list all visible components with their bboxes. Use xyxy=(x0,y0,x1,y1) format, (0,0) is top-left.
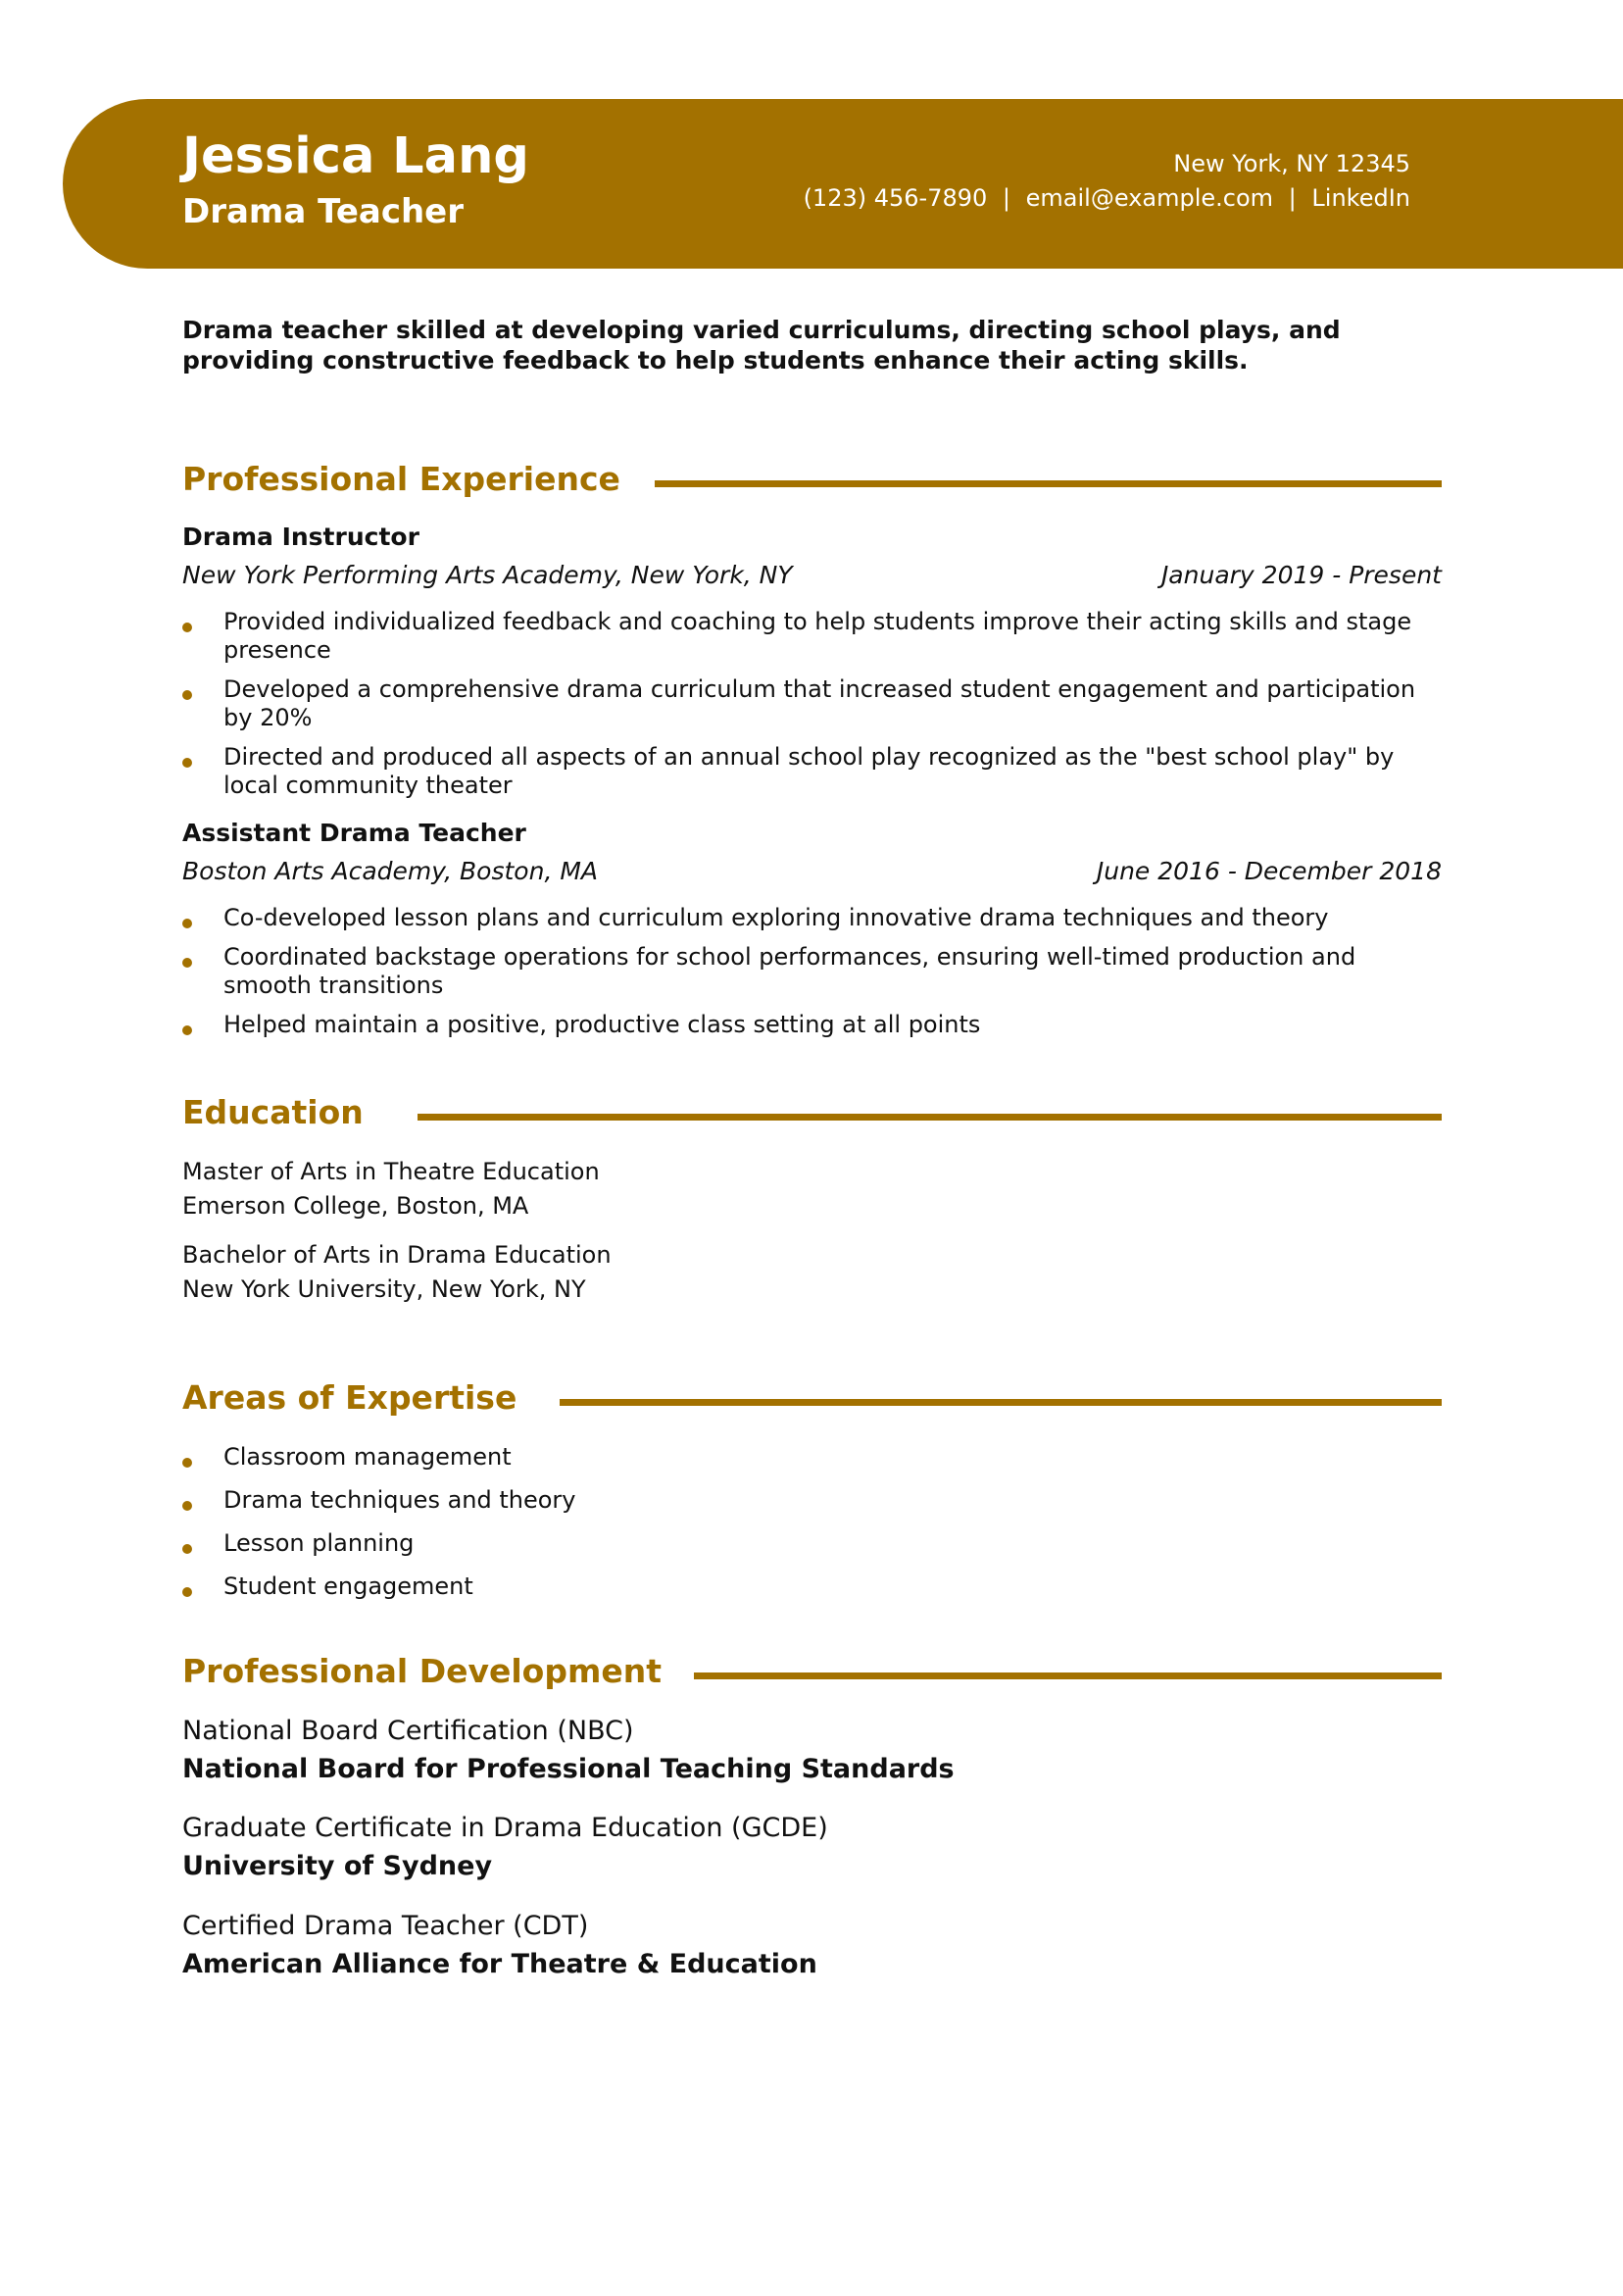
section-experience-heading xyxy=(182,458,1442,501)
list-item xyxy=(182,904,1422,932)
summary: Drama teacher skilled at developing varied curriculums, directing school plays, and providing constructive feedback to help students enhance their acting skills. xyxy=(182,316,1341,374)
certification-name: Graduate Certificate in Drama Education (GCDE) xyxy=(182,1813,828,1843)
bullet-dot xyxy=(182,623,192,632)
job-organization: Boston Arts Academy, Boston, MA xyxy=(182,857,599,885)
section-title: Professional Development xyxy=(182,1652,663,1690)
bullet-dot xyxy=(182,1458,192,1468)
section-rule xyxy=(560,1399,1442,1406)
list-item-text: Coordinated backstage operations for school performances, ensuring well-timed production and smooth transitions xyxy=(223,943,1356,999)
candidate-name: Jessica Lang xyxy=(182,127,529,185)
job-bullets xyxy=(182,904,1422,1039)
list-item xyxy=(182,675,1422,732)
contact-separator: | xyxy=(1002,184,1011,212)
contact-block xyxy=(804,147,1410,216)
contact-location: New York, NY 12345 xyxy=(1173,150,1410,177)
certification-name: Certified Drama Teacher (CDT) xyxy=(182,1911,589,1941)
contact-linkedin[interactable]: LinkedIn xyxy=(1311,184,1410,212)
section-development-heading xyxy=(182,1650,1442,1693)
list-item-text: Drama techniques and theory xyxy=(223,1486,576,1514)
section-expertise-heading xyxy=(182,1376,1442,1420)
job-bullets xyxy=(182,608,1422,800)
list-item-text: Lesson planning xyxy=(223,1529,415,1557)
section-rule xyxy=(694,1672,1442,1679)
bullet-dot xyxy=(182,690,192,700)
bullet-dot xyxy=(182,1544,192,1554)
bullet-dot xyxy=(182,758,192,768)
list-item xyxy=(182,1572,1422,1601)
contact-line xyxy=(804,181,1410,216)
contact-phone: (123) 456-7890 xyxy=(803,184,988,212)
list-item xyxy=(182,1486,1422,1515)
section-title: Areas of Expertise xyxy=(182,1378,517,1417)
list-item-text: Co-developed lesson plans and curriculum exploring innovative drama techniques and theory xyxy=(223,904,1329,931)
education-degree: Master of Arts in Theatre Education xyxy=(182,1158,600,1185)
expertise-list xyxy=(182,1443,1422,1601)
bullet-dot xyxy=(182,958,192,968)
list-item xyxy=(182,943,1422,1000)
bullet-dot xyxy=(182,1501,192,1511)
certification-org: American Alliance for Theatre & Education xyxy=(182,1949,817,1979)
list-item xyxy=(182,1011,1422,1039)
section-title: Education xyxy=(182,1093,364,1131)
list-item-text: Developed a comprehensive drama curriculum that increased student engagement and participation by 20% xyxy=(223,675,1416,731)
list-item xyxy=(182,608,1422,665)
list-item xyxy=(182,743,1422,800)
list-item-text: Provided individualized feedback and coaching to help students improve their acting skills and stage presence xyxy=(223,608,1412,664)
bullet-dot xyxy=(182,919,192,928)
section-rule xyxy=(655,480,1442,487)
section-rule xyxy=(418,1114,1442,1121)
section-title: Professional Experience xyxy=(182,460,620,498)
list-item xyxy=(182,1529,1422,1558)
education-school: Emerson College, Boston, MA xyxy=(182,1192,529,1220)
contact-email[interactable]: email@example.com xyxy=(1025,184,1274,212)
job-organization: New York Performing Arts Academy, New York, NY xyxy=(182,561,793,589)
job-meta xyxy=(182,560,1442,591)
certification-org: National Board for Professional Teaching Standards xyxy=(182,1754,955,1784)
job-title: Drama Instructor xyxy=(182,523,419,551)
bullet-dot xyxy=(182,1587,192,1597)
list-item xyxy=(182,1443,1422,1472)
list-item-text: Classroom management xyxy=(223,1443,512,1471)
candidate-title: Drama Teacher xyxy=(182,192,465,231)
certification-name: National Board Certification (NBC) xyxy=(182,1716,634,1746)
job-title: Assistant Drama Teacher xyxy=(182,819,526,847)
bullet-dot xyxy=(182,1025,192,1035)
education-degree: Bachelor of Arts in Drama Education xyxy=(182,1241,612,1269)
section-education-heading xyxy=(182,1091,1442,1134)
list-item-text: Student engagement xyxy=(223,1572,473,1600)
education-school: New York University, New York, NY xyxy=(182,1275,586,1303)
list-item-text: Directed and produced all aspects of an annual school play recognized as the "best school play" by local community theater xyxy=(223,743,1395,799)
certification-org: University of Sydney xyxy=(182,1851,493,1881)
job-meta xyxy=(182,856,1442,887)
list-item-text: Helped maintain a positive, productive class setting at all points xyxy=(223,1011,981,1038)
job-dates: June 2016 - December 2018 xyxy=(1096,857,1442,885)
job-dates: January 2019 - Present xyxy=(1160,561,1442,589)
contact-separator: | xyxy=(1288,184,1297,212)
